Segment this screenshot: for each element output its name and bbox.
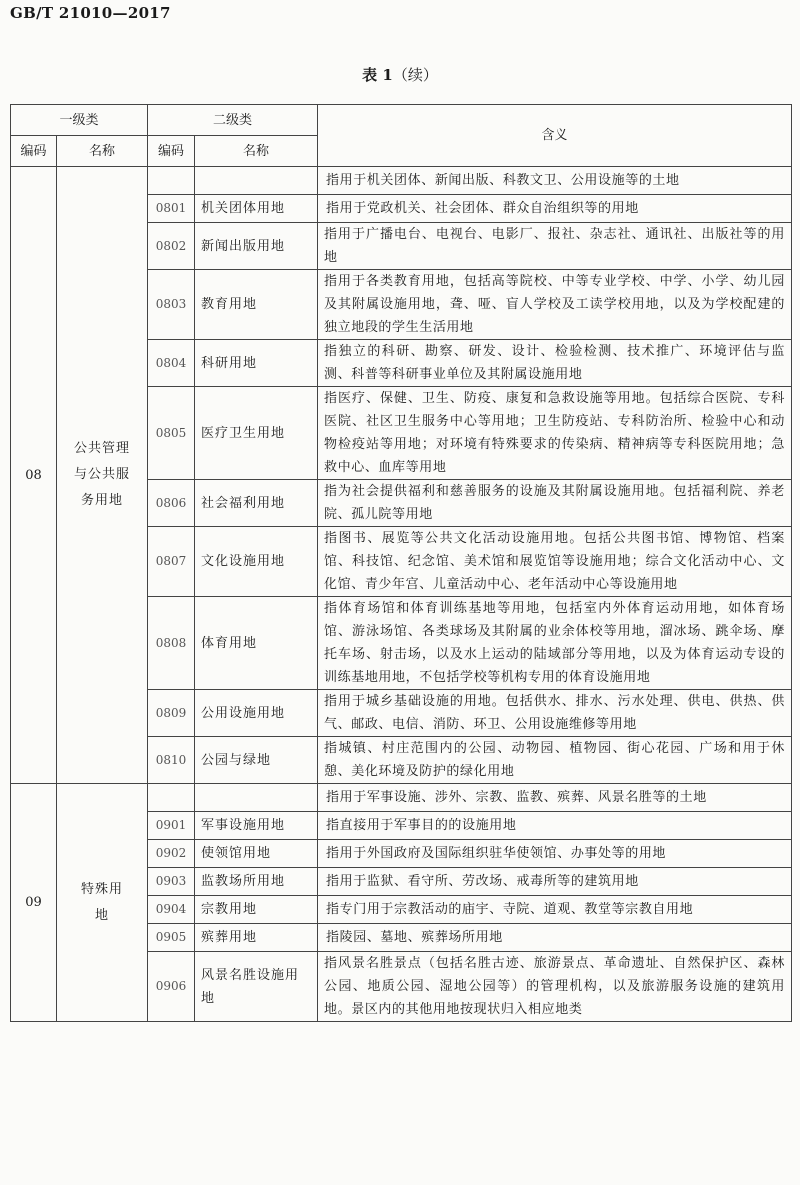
header-meaning: 含义 bbox=[318, 105, 792, 167]
land-use-classification-table bbox=[10, 104, 792, 1022]
level2-code: 0808 bbox=[148, 597, 195, 690]
level1-name-cell bbox=[57, 784, 148, 1022]
table-title-label: 表 1 bbox=[362, 66, 393, 84]
meaning: 指用于各类教育用地，包括高等院校、中等专业学校、中学、小学、幼儿园及其附属设施用地，聋、哑、盲人学校及工读学校用地，以及为学校配建的独立地段的学生生活用地 bbox=[318, 270, 792, 340]
level2-code: 0801 bbox=[148, 195, 195, 223]
meaning: 指用于监狱、看守所、劳改场、戒毒所等的建筑用地 bbox=[318, 868, 792, 896]
level1-name: 公共管理与公共服务用地 bbox=[73, 441, 130, 508]
table-title bbox=[0, 64, 800, 85]
header-level1-name: 名称 bbox=[57, 136, 148, 167]
level2-code: 0903 bbox=[148, 868, 195, 896]
level2-code: 0805 bbox=[148, 387, 195, 480]
level2-name: 机关团体用地 bbox=[195, 195, 318, 223]
meaning: 指专门用于宗教活动的庙宇、寺院、道观、教堂等宗教自用地 bbox=[318, 896, 792, 924]
level2-name: 文化设施用地 bbox=[195, 527, 318, 597]
level2-code: 0810 bbox=[148, 737, 195, 784]
level1-name-cell bbox=[57, 167, 148, 784]
meaning: 指用于机关团体、新闻出版、科教文卫、公用设施等的土地 bbox=[318, 167, 792, 195]
level2-name: 使领馆用地 bbox=[195, 840, 318, 868]
level2-name bbox=[195, 167, 318, 195]
meaning: 指图书、展览等公共文化活动设施用地。包括公共图书馆、博物馆、档案馆、科技馆、纪念馆、美术馆和展览馆等设施用地；综合文化活动中心、文化馆、青少年宫、儿童活动中心、老年活动中心等设施用地 bbox=[318, 527, 792, 597]
level2-code: 0807 bbox=[148, 527, 195, 597]
level2-name: 体育用地 bbox=[195, 597, 318, 690]
meaning: 指医疗、保健、卫生、防疫、康复和急救设施等用地。包括综合医院、专科医院、社区卫生服务中心等用地；卫生防疫站、专科防治所、检验中心和动物检疫站等用地；对环境有特殊要求的传染病、精神病等专科医院用地；急救中心、血库等用地 bbox=[318, 387, 792, 480]
level2-code: 0905 bbox=[148, 924, 195, 952]
level1-code: 08 bbox=[11, 167, 57, 784]
meaning: 指风景名胜景点（包括名胜古迹、旅游景点、革命遗址、自然保护区、森林公园、地质公园、湿地公园等）的管理机构，以及旅游服务设施的建筑用地。景区内的其他用地按现状归入相应地类 bbox=[318, 952, 792, 1022]
header-level2-name: 名称 bbox=[195, 136, 318, 167]
level2-name: 科研用地 bbox=[195, 340, 318, 387]
meaning: 指陵园、墓地、殡葬场所用地 bbox=[318, 924, 792, 952]
meaning: 指用于外国政府及国际组织驻华使领馆、办事处等的用地 bbox=[318, 840, 792, 868]
meaning: 指用于城乡基础设施的用地。包括供水、排水、污水处理、供电、供热、供气、邮政、电信、消防、环卫、公用设施维修等用地 bbox=[318, 690, 792, 737]
level2-name bbox=[195, 784, 318, 812]
meaning: 指独立的科研、勘察、研发、设计、检验检测、技术推广、环境评估与监测、科普等科研事业单位及其附属设施用地 bbox=[318, 340, 792, 387]
level2-code: 0804 bbox=[148, 340, 195, 387]
table-title-suffix: （续） bbox=[392, 66, 438, 84]
meaning: 指城镇、村庄范围内的公园、动物园、植物园、街心花园、广场和用于休憩、美化环境及防护的绿化用地 bbox=[318, 737, 792, 784]
level2-code: 0803 bbox=[148, 270, 195, 340]
level2-code: 0902 bbox=[148, 840, 195, 868]
level2-name: 宗教用地 bbox=[195, 896, 318, 924]
level2-code bbox=[148, 167, 195, 195]
level2-name: 社会福利用地 bbox=[195, 480, 318, 527]
header-level1: 一级类 bbox=[11, 105, 148, 136]
meaning: 指用于广播电台、电视台、电影厂、报社、杂志社、通讯社、出版社等的用地 bbox=[318, 223, 792, 270]
table-row bbox=[11, 167, 792, 195]
level2-name: 军事设施用地 bbox=[195, 812, 318, 840]
meaning: 指为社会提供福利和慈善服务的设施及其附属设施用地。包括福利院、养老院、孤儿院等用地 bbox=[318, 480, 792, 527]
table-body bbox=[11, 167, 792, 1022]
meaning: 指直接用于军事目的的设施用地 bbox=[318, 812, 792, 840]
level2-name: 教育用地 bbox=[195, 270, 318, 340]
level2-code: 0802 bbox=[148, 223, 195, 270]
level2-name: 监教场所用地 bbox=[195, 868, 318, 896]
header-level2: 二级类 bbox=[148, 105, 318, 136]
level2-code: 0906 bbox=[148, 952, 195, 1022]
standard-number: GB/T 21010—2017 bbox=[10, 4, 171, 22]
level2-code: 0806 bbox=[148, 480, 195, 527]
level2-code: 0809 bbox=[148, 690, 195, 737]
level2-name: 殡葬用地 bbox=[195, 924, 318, 952]
level2-name: 医疗卫生用地 bbox=[195, 387, 318, 480]
level2-name: 公用设施用地 bbox=[195, 690, 318, 737]
level2-code bbox=[148, 784, 195, 812]
meaning: 指体育场馆和体育训练基地等用地，包括室内外体育运动用地，如体育场馆、游泳场馆、各类球场及其附属的业余体校等用地，溜冰场、跳伞场、摩托车场、射击场，以及水上运动的陆域部分等用地，以及为体育运动专设的训练基地用地，不包括学校等机构专用的体育设施用地 bbox=[318, 597, 792, 690]
level1-code: 09 bbox=[11, 784, 57, 1022]
level2-name: 公园与绿地 bbox=[195, 737, 318, 784]
level2-name: 风景名胜设施用地 bbox=[195, 952, 318, 1022]
meaning: 指用于军事设施、涉外、宗教、监教、殡葬、风景名胜等的土地 bbox=[318, 784, 792, 812]
meaning: 指用于党政机关、社会团体、群众自治组织等的用地 bbox=[318, 195, 792, 223]
header-level2-code: 编码 bbox=[148, 136, 195, 167]
level2-code: 0901 bbox=[148, 812, 195, 840]
header-level1-code: 编码 bbox=[11, 136, 57, 167]
table-row bbox=[11, 784, 792, 812]
level2-name: 新闻出版用地 bbox=[195, 223, 318, 270]
level1-name: 特殊用地 bbox=[80, 881, 123, 923]
level2-code: 0904 bbox=[148, 896, 195, 924]
